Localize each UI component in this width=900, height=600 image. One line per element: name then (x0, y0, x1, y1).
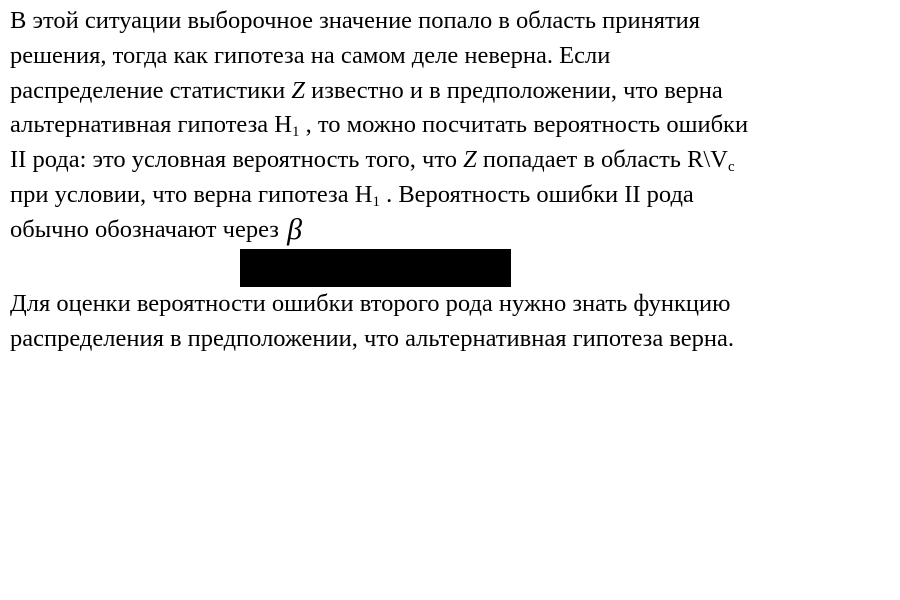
redaction-bar (240, 249, 511, 287)
text-run: распределение статистики (10, 76, 292, 104)
text-line: В этой ситуации выборочное значение попало в область принятия (10, 7, 701, 34)
text-line (10, 178, 895, 213)
text-line (10, 143, 895, 178)
text-line: распределения в предположении, что альтернативная гипотеза верна. (10, 324, 735, 352)
statistic-variable: Z (463, 146, 477, 174)
text-line: решения, тогда как гипотеза на самом деле неверна. Если (10, 41, 611, 69)
subscript: c (727, 159, 735, 176)
text-line (10, 213, 895, 248)
text-line (10, 74, 895, 109)
text-run: альтернативная гипотеза H (10, 111, 292, 139)
text-line: Для оценки вероятности ошибки второго рода нужно знать функцию (10, 290, 731, 317)
paragraph-distribution-note (10, 287, 895, 357)
text-run: при условии, что верна гипотеза H (10, 180, 373, 208)
subscript: 1 (372, 193, 380, 210)
subscript: 1 (291, 124, 300, 141)
paragraph-type-two-error (10, 4, 895, 248)
text-line (10, 108, 895, 143)
beta-symbol: β (287, 212, 303, 246)
text-run: обычно обозначают через (10, 215, 286, 243)
statistic-variable: Z (291, 76, 305, 104)
text-run: , то можно посчитать вероятность ошибки (299, 111, 749, 139)
text-run: попадает в область R\V (476, 146, 728, 174)
text-run: . Вероятность ошибки II рода (379, 180, 694, 208)
text-run: II рода: это условная вероятность того, что (10, 146, 464, 174)
text-run: известно и в предположении, что верна (304, 76, 723, 104)
slide-text-block (10, 4, 895, 248)
